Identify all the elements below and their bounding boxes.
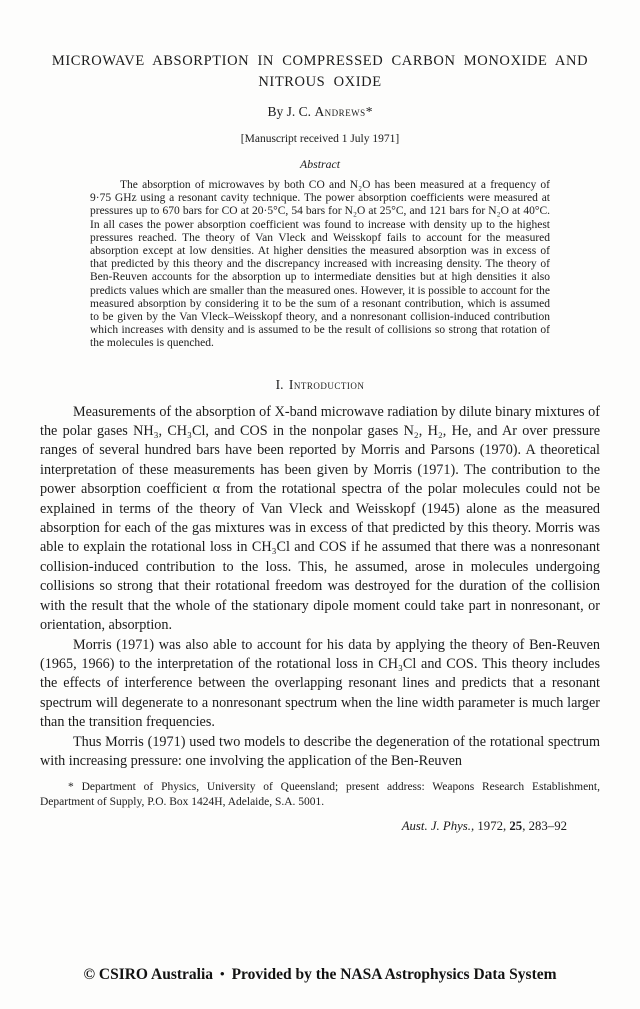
citation-pages: , 283–92 [522,819,567,834]
bullet-separator-icon: • [220,966,225,981]
paragraph: Thus Morris (1971) used two models to describe the degeneration of the rotational spectrum with increasing pressure: one involving the application of the Ben-Reuven [40,733,600,769]
abstract-text: The absorption of microwaves by both CO and N₂O has been measured at a frequency of 9·75 GHz using a resonant cavity technique. The power absorption coefficients were measured at pressures up to 670 bars for CO at 20·5°C, 54 bars for N₂O at 25°C, and 121 bars for N₂O at 40°C. In all cases the power absorption coefficient was found to increase with density up to the highest pressures reached. The theory of Van Vleck and Weisskopf fails to account for the measured absorption except at low densities. At higher densities the measured absorption was in excess of that predicted by this theory and the discrepancy increased with increasing density. The theory of Ben-Reuven accounts for the absorption up to intermediate densities but at high densities it also predicts values which are smaller than the measured ones. However, it is possible to account for the measured absorption by considering it to be the sum of a resonant contribution, which is assumed to be given by the Van Vleck–Weisskopf theory, and a nonresonant collision-induced contribution which increases with density and is assumed to be the result of collisions so strong that rotation of the molecules is quenched. [90,179,550,350]
citation-year: 1972, [474,819,510,834]
manuscript-received-note: [Manuscript received 1 July 1971] [240,133,400,145]
journal-citation [0,819,640,834]
paragraph: Morris (1971) was also able to account for his data by applying the theory of Ben-Reuven (1965, 1966) to the interpretation of the rotational loss in CH₃Cl and COS. This theory includes the effects of interference between the overlapping resonant lines and predicts that a resonant spectrum will degenerate to a nonresonant spectrum when the line width parameter is much larger than the transition frequencies. [40,636,600,731]
author-name: Andrews [314,104,366,119]
paper-title-line1: MICROWAVE ABSORPTION IN COMPRESSED CARBON MONOXIDE AND [51,53,589,69]
paper-title-line2: NITROUS OXIDE [258,74,382,90]
introduction-body [40,403,600,772]
ads-provider-footer [0,966,640,984]
byline-prefix: By J. C. [267,104,315,119]
author-byline [0,104,640,120]
journal-name: Aust. J. Phys., [401,819,475,834]
section-heading-introduction [0,377,640,393]
copyright-text: © CSIRO Australia [83,966,214,983]
paper-title [0,0,640,93]
paragraph: Measurements of the absorption of X-band microwave radiation by dilute binary mixtures of the polar gases NH₃, CH₃Cl, and COS in the nonpolar gases N₂, H₂, He, and Ar over pressure ranges of several hundred bars have been reported by Morris and Parsons (1970). A theoretical interpretation of these measurements has been given by Morris (1971). The contribution to the power absorption coefficient α from the rotational spectra of the polar molecules could not be explained in terms of the theory of Van Vleck and Weisskopf (1945) alone as the measured absorption for each of the gas mixtures was in excess of that predicted by this theory. Morris was able to explain the rotational loss in CH₃Cl and COS if he assumed that there was a nonresonant collision-induced contribution to the loss. This, he assumed, arose in molecules undergoing collisions so strong that their rotational freedom was destroyed for the duration of the collision with the result that the whole of the stationary dipole moment could take part in nonresonant, or orientation, absorption. [40,403,600,634]
abstract-heading: Abstract [300,157,340,171]
section-numeral: I. [275,376,289,392]
citation-volume: 25 [509,819,523,834]
author-affiliation-footnote: * Department of Physics, University of Queensland; present address: Weapons Research Establishment, Department of Supply, P.O. Box 1424H, Adelaide, S.A. 5001. [40,781,600,808]
author-footnote-marker: * [365,104,373,119]
section-title: Introduction [288,376,365,392]
provider-text: Provided by the NASA Astrophysics Data System [231,966,557,983]
